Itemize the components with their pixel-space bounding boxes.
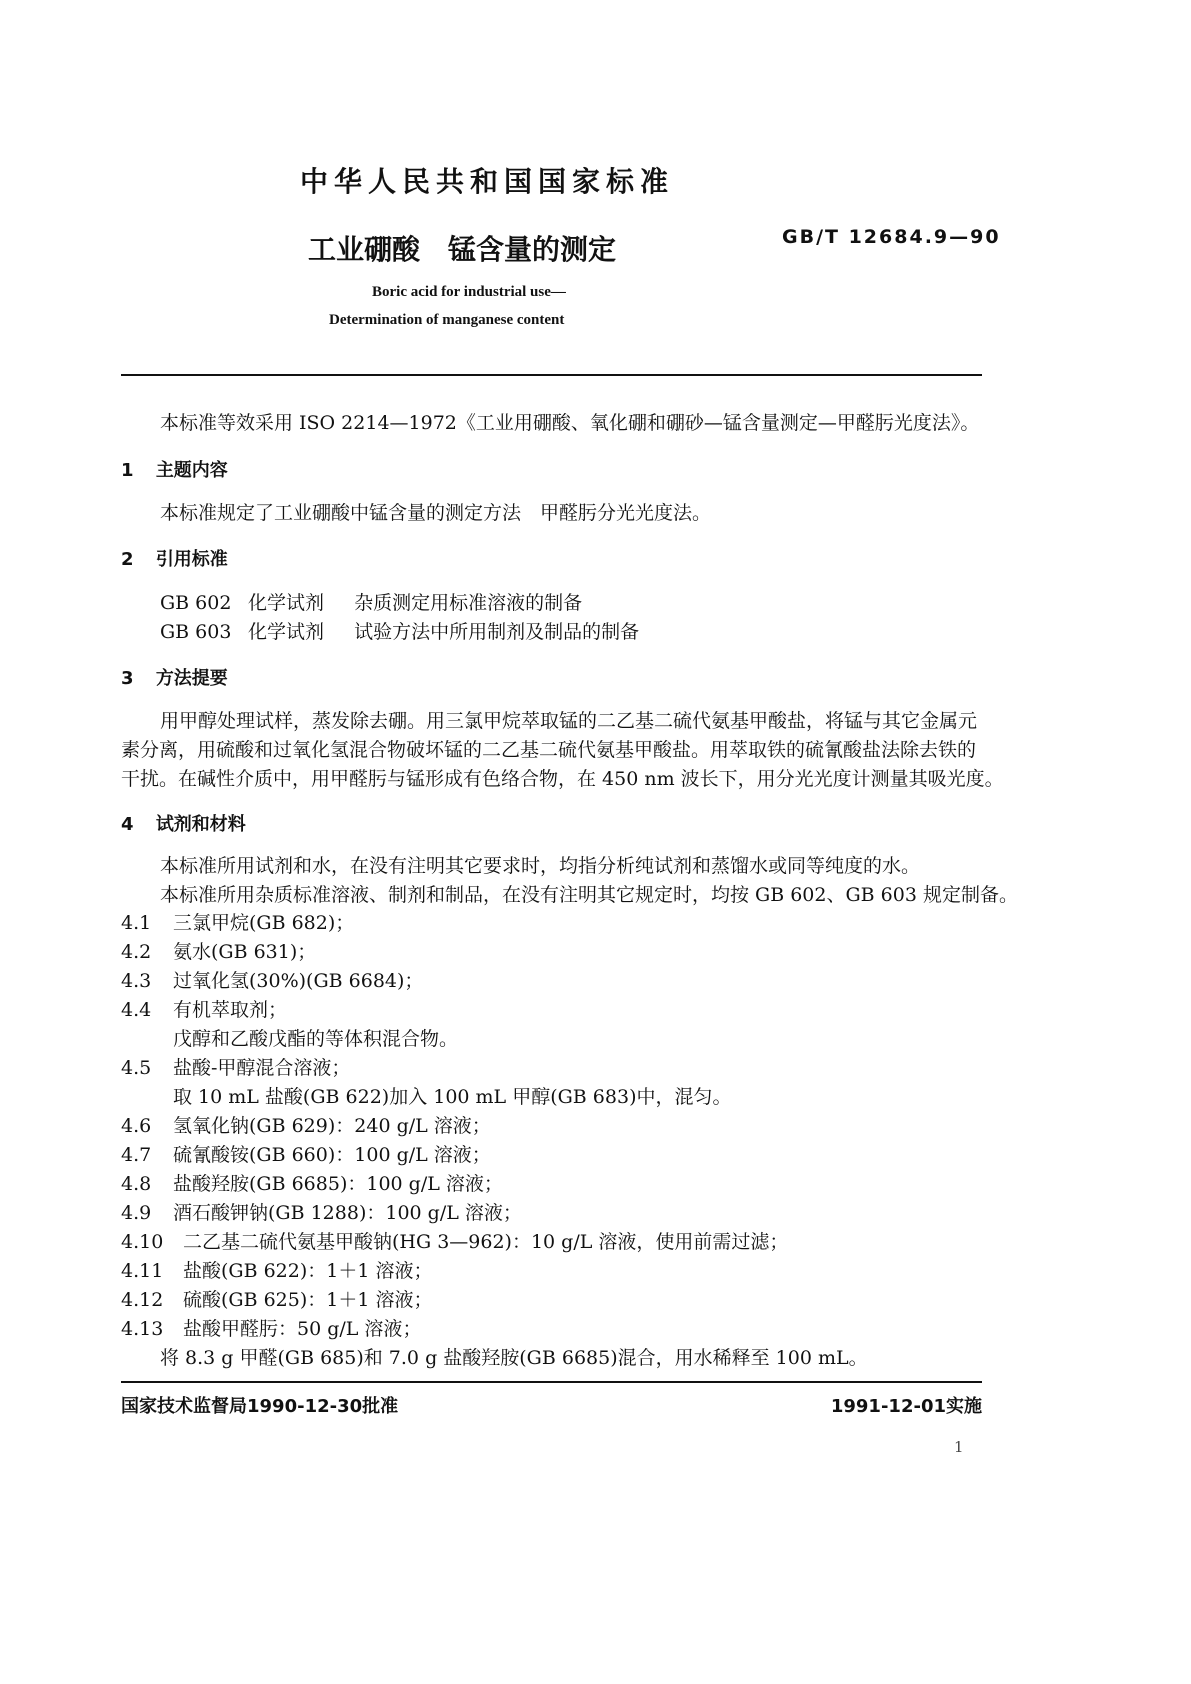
reagent-number: 4.12 (121, 1289, 164, 1311)
section-3-line: 用甲醇处理试样，蒸发除去硼。用三氯甲烷萃取锰的二乙基二硫代氨基甲酸盐，将锰与其它金属元 (160, 710, 978, 732)
section-4-paragraph: 本标准所用试剂和水，在没有注明其它要求时，均指分析纯试剂和蒸馏水或同等纯度的水。 (160, 855, 921, 877)
reagent-note (173, 1084, 732, 1110)
english-title-line-1: Boric acid for industrial use— (372, 284, 566, 300)
reagent-item (121, 910, 354, 936)
reagent-text: 取 10 mL 盐酸(GB 622)加入 100 mL 甲醇(GB 683)中，混匀。 (173, 1086, 732, 1108)
national-standard-title: 中华人民共和国国家标准 (300, 165, 675, 198)
reagent-item (121, 1055, 350, 1081)
section-1-title: 主题内容 (155, 460, 228, 481)
reagent-text: 氢氧化钠(GB 629)：240 g/L 溶液； (173, 1115, 491, 1137)
reagent-text: 二乙基二硫代氨基甲酸钠(HG 3—962)：10 g/L 溶液，使用前需过滤； (183, 1231, 789, 1253)
reagent-item (121, 968, 423, 994)
reference-row (160, 619, 639, 645)
effective-date: 1991-12-01实施 (830, 1396, 982, 1417)
reagent-text: 硫氰酸铵(GB 660)：100 g/L 溶液； (173, 1144, 491, 1166)
reagent-number: 4.6 (121, 1115, 152, 1137)
reagent-number: 4.13 (121, 1318, 164, 1340)
reagent-text: 盐酸-甲醇混合溶液； (173, 1057, 351, 1079)
reagent-number: 4.3 (121, 970, 152, 992)
reagent-text: 有机萃取剂； (173, 999, 288, 1021)
reagent-text: 氨水(GB 631)； (173, 941, 317, 963)
reagent-text: 盐酸甲醛肟：50 g/L 溶液； (183, 1318, 422, 1340)
section-4-number: 4 (121, 814, 134, 835)
section-1-heading (121, 456, 228, 482)
main-title: 工业硼酸 锰含量的测定 (308, 233, 617, 266)
reagent-item (121, 1229, 788, 1255)
section-2-number: 2 (121, 549, 134, 570)
reagent-number: 4.11 (121, 1260, 164, 1282)
section-3-title: 方法提要 (155, 668, 228, 689)
reagent-item (121, 1258, 433, 1284)
reagent-item (121, 1316, 421, 1342)
approval-date: 国家技术监督局1990-12-30批准 (121, 1396, 399, 1417)
reagent-number: 4.4 (121, 999, 152, 1021)
intro-paragraph: 本标准等效采用 ISO 2214—1972《工业用硼酸、氧化硼和硼砂—锰含量测定—甲醛肟光度法》。 (160, 412, 980, 434)
reagent-item (121, 1171, 503, 1197)
reagent-number: 4.7 (121, 1144, 152, 1166)
reference-description: 试验方法中所用制剂及制品的制备 (354, 621, 640, 643)
standard-code: GB/T 12684.9—90 (782, 226, 1001, 248)
reference-description: 杂质测定用标准溶液的制备 (354, 592, 583, 614)
reagent-number: 4.5 (121, 1057, 152, 1079)
section-3-line: 干扰。在碱性介质中，用甲醛肟与锰形成有色络合物，在 450 nm 波长下，用分光光度计测量其吸光度。 (121, 768, 1004, 790)
reagent-item (121, 1113, 491, 1139)
section-3-heading (121, 664, 228, 690)
section-1-body: 本标准规定了工业硼酸中锰含量的测定方法 甲醛肟分光光度法。 (160, 502, 712, 524)
reagent-item (121, 939, 316, 965)
reference-category: 化学试剂 (248, 621, 325, 643)
reagent-text: 将 8.3 g 甲醛(GB 685)和 7.0 g 盐酸羟胺(GB 6685)混合，用水稀释至 100 mL。 (160, 1347, 868, 1369)
reagent-note (160, 1345, 868, 1371)
reagent-note (173, 1026, 458, 1052)
section-2-heading (121, 545, 228, 571)
section-4-paragraph: 本标准所用杂质标准溶液、制剂和制品，在没有注明其它规定时，均按 GB 602、GB 603 规定制备。 (160, 884, 1018, 906)
reagent-text: 三氯甲烷(GB 682)； (173, 912, 355, 934)
header-divider (121, 374, 982, 376)
reagent-text: 盐酸(GB 622)：1＋1 溶液； (183, 1260, 433, 1282)
reagent-number: 4.2 (121, 941, 152, 963)
reagent-item (121, 1287, 433, 1313)
reagent-number: 4.1 (121, 912, 152, 934)
section-4-title: 试剂和材料 (155, 814, 246, 835)
reference-code: GB 602 (160, 592, 232, 614)
reagent-text: 戊醇和乙酸戊酯的等体积混合物。 (173, 1028, 459, 1050)
section-3-line: 素分离，用硫酸和过氧化氢混合物破坏锰的二乙基二硫代氨基甲酸盐。用萃取铁的硫氰酸盐法除去铁的 (121, 739, 977, 761)
reagent-item (121, 997, 287, 1023)
reagent-item (121, 1142, 491, 1168)
english-title-line-2: Determination of manganese content (329, 312, 565, 328)
reagent-number: 4.10 (121, 1231, 164, 1253)
reagent-number: 4.9 (121, 1202, 152, 1224)
reagent-number: 4.8 (121, 1173, 152, 1195)
reagent-item (121, 1200, 522, 1226)
reference-row (160, 590, 582, 616)
section-1-number: 1 (121, 460, 134, 481)
reference-category: 化学试剂 (248, 592, 325, 614)
footer-divider (121, 1381, 982, 1383)
reagent-text: 酒石酸钾钠(GB 1288)：100 g/L 溶液； (173, 1202, 522, 1224)
section-3-number: 3 (121, 668, 134, 689)
reference-code: GB 603 (160, 621, 232, 643)
section-2-title: 引用标准 (155, 549, 228, 570)
reagent-text: 盐酸羟胺(GB 6685)：100 g/L 溶液； (173, 1173, 503, 1195)
section-4-heading (121, 810, 246, 836)
reagent-text: 硫酸(GB 625)：1＋1 溶液； (183, 1289, 433, 1311)
reagent-text: 过氧化氢(30%)(GB 6684)； (173, 970, 424, 992)
page-number: 1 (954, 1438, 964, 1456)
